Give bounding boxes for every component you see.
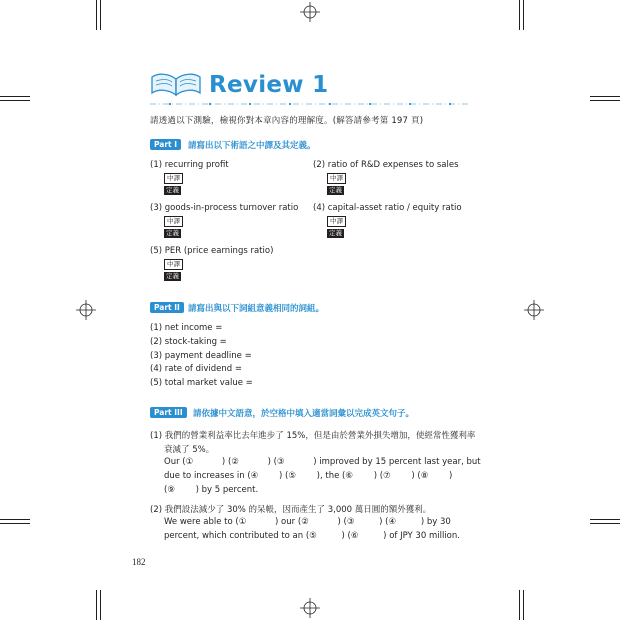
q1-zh-line2: 衰減了 5%。 xyxy=(164,445,215,455)
registration-mark-left xyxy=(76,300,96,320)
translation-tag: 中譯 xyxy=(164,216,183,227)
definition-tag: 定義 xyxy=(166,186,179,194)
part3-title: 請依據中文語意，於空格中填入適當詞彙以完成英文句子。 xyxy=(193,409,415,419)
part2-title: 請寫出與以下詞組意義相同的詞組。 xyxy=(188,304,325,314)
part2-item: (3) payment deadline = xyxy=(150,351,252,361)
definition-tag: 定義 xyxy=(329,186,342,194)
definition-tag: 定義 xyxy=(166,272,179,280)
part3-badge: Part III xyxy=(150,407,187,418)
translation-tag: 中譯 xyxy=(164,259,183,270)
translation-tag: 中譯 xyxy=(327,216,346,227)
definition-tag: 定義 xyxy=(166,229,179,237)
part2-item: (2) stock-taking = xyxy=(150,337,227,347)
part2-item: (1) net income = xyxy=(150,323,223,333)
title-divider xyxy=(150,101,470,107)
q1-en-line3: (⑨ ) by 5 percent. xyxy=(164,485,259,495)
intro-text: 請透過以下測驗，檢視你對本章內容的理解度。(解答請參考第 197 頁) xyxy=(150,116,424,126)
page-number: 182 xyxy=(132,557,146,567)
part1-title: 請寫出以下術語之中譯及其定義。 xyxy=(188,141,316,151)
registration-mark-bottom xyxy=(300,598,320,618)
page-title: Review 1 xyxy=(209,72,329,98)
open-book-icon xyxy=(150,73,202,97)
registration-mark-right xyxy=(524,300,544,320)
part2-item: (4) rate of dividend = xyxy=(150,364,242,374)
part1-item-5: (5) PER (price earnings ratio) xyxy=(150,246,274,256)
part1-item-4: (4) capital-asset ratio / equity ratio xyxy=(313,203,462,213)
q2-zh-line1: (2) 我們設法減少了 30% 的呆帳，因而產生了 3,000 萬日圓的額外獲利。 xyxy=(150,505,432,515)
translation-tag: 中譯 xyxy=(164,173,183,184)
part2-badge: Part II xyxy=(150,302,184,313)
part2-item: (5) total market value = xyxy=(150,378,253,388)
registration-mark-top xyxy=(300,2,320,22)
part1-badge: Part I xyxy=(150,139,181,150)
q1-en-line2: due to increases in (④ ) (⑤ ), the (⑥ ) (⑦ ) (⑧ ) xyxy=(164,471,453,481)
q1-zh-line1: (1) 我們的營業利益率比去年進步了 15%，但是由於營業外損失增加，使經常性獲利率 xyxy=(150,431,476,441)
q2-en-line2: percent, which contributed to an (⑤ ) (⑥ ) of JPY 30 million. xyxy=(164,531,460,541)
part1-item-1: (1) recurring profit xyxy=(150,160,229,170)
definition-tag: 定義 xyxy=(329,229,342,237)
q1-en-line1: Our (① ) (② ) (③ ) improved by 15 percent last year, but xyxy=(164,457,481,467)
q2-en-line1: We were able to (① ) our (② ) (③ ) (④ ) by 30 xyxy=(164,517,451,527)
part1-item-2: (2) ratio of R&D expenses to sales xyxy=(313,160,459,170)
part1-item-3: (3) goods-in-process turnover ratio xyxy=(150,203,299,213)
translation-tag: 中譯 xyxy=(327,173,346,184)
